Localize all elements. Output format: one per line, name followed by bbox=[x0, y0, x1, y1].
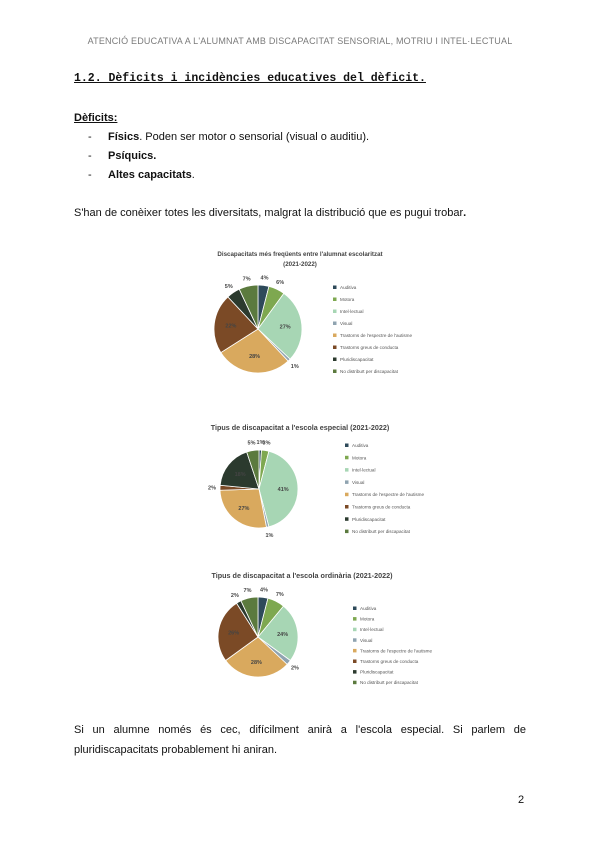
legend-swatch bbox=[345, 468, 349, 472]
slice-label: 1% bbox=[290, 363, 299, 370]
slice-label: 41% bbox=[277, 487, 289, 493]
paragraph-text: S'han de conèixer totes les diversitats, malgrat la distribució que es pugui trobar bbox=[74, 207, 464, 219]
slice-label: 5% bbox=[224, 283, 233, 290]
legend-swatch bbox=[333, 370, 337, 374]
legend-swatch bbox=[345, 480, 349, 484]
pie-chart-frequent bbox=[190, 246, 430, 388]
list-item bbox=[88, 166, 369, 185]
slice-label: 4% bbox=[260, 275, 269, 282]
list-bullet: - bbox=[88, 150, 92, 162]
pie-chart-svg bbox=[190, 246, 430, 388]
legend-swatch bbox=[353, 638, 357, 642]
slice-label: 2% bbox=[230, 592, 239, 599]
chart-title: Tipus de discapacitat a l'escola especial (2021-2022) bbox=[210, 423, 390, 432]
list-item-text: . bbox=[191, 169, 195, 181]
paragraph-bold-end: . bbox=[463, 207, 467, 219]
legend-label: Visual bbox=[340, 321, 353, 326]
pie-chart-special-school bbox=[180, 420, 450, 544]
slice-label: 5% bbox=[247, 440, 256, 447]
legend-label: Intel·lectual bbox=[360, 627, 384, 633]
legend-label: Auditiva bbox=[340, 285, 357, 290]
pie-chart-svg bbox=[180, 420, 450, 544]
legend-label: Intel·lectual bbox=[352, 467, 376, 473]
legend-swatch bbox=[333, 346, 337, 350]
legend-label: Pluridiscapacitat bbox=[352, 516, 386, 522]
legend-swatch bbox=[353, 660, 357, 664]
list-item-bold: Altes capacitats bbox=[108, 169, 192, 181]
legend-swatch bbox=[333, 334, 337, 338]
chart-title: Discapacitats més freqüents entre l'alumnat escolaritzat bbox=[217, 251, 383, 258]
legend-label: Auditiva bbox=[352, 443, 369, 448]
list-bullet: - bbox=[88, 169, 92, 181]
legend-swatch bbox=[353, 670, 357, 674]
legend-swatch bbox=[345, 456, 349, 460]
legend-label: No distribuït per discapacitat bbox=[340, 369, 398, 374]
legend-label: Motora bbox=[340, 297, 355, 302]
legend-label: Pluridiscapacitat bbox=[340, 357, 374, 362]
legend-label: No distribuït per discapacitat bbox=[360, 680, 418, 686]
slice-label: 3% bbox=[262, 440, 271, 447]
deficits-list bbox=[88, 128, 369, 185]
legend-swatch bbox=[353, 617, 357, 621]
legend-label: Trastorns de l'espectre de l'autisme bbox=[360, 648, 433, 654]
slice-label: 2% bbox=[291, 665, 299, 672]
legend-swatch bbox=[345, 444, 349, 448]
legend-label: Trastorns greus de conducta bbox=[352, 504, 411, 510]
legend-swatch bbox=[333, 310, 337, 314]
legend-swatch bbox=[353, 628, 357, 632]
legend-swatch bbox=[333, 322, 337, 326]
slice-label: 7% bbox=[275, 592, 284, 599]
slice-label: 27% bbox=[238, 505, 250, 512]
section-title: 1.2. Dèficits i incidències educatives del dèficit. bbox=[74, 72, 426, 85]
chart-subtitle: (2021-2022) bbox=[283, 261, 317, 268]
legend-label: Visual bbox=[360, 637, 373, 643]
legend-swatch bbox=[345, 530, 349, 534]
slice-label: 22% bbox=[225, 323, 237, 330]
running-header: ATENCIÓ EDUCATIVA A L'ALUMNAT AMB DISCAPACITAT SENSORIAL, MOTRIU I INTEL·LECTUAL bbox=[87, 36, 513, 46]
list-item bbox=[88, 147, 369, 166]
slice-label: 7% bbox=[242, 276, 251, 283]
paragraph-conclusion: Si un alumne només és cec, difícilment anirà a l'escola especial. Si parlem de pluridiscapacitats probablement hi aniran. bbox=[74, 724, 526, 756]
legend-label: Trastorns greus de conducta bbox=[360, 659, 419, 664]
legend-swatch bbox=[345, 493, 349, 497]
legend-label: Motora bbox=[360, 616, 375, 622]
slice-label: 4% bbox=[260, 587, 268, 594]
legend-label: Pluridiscapacitat bbox=[360, 669, 394, 675]
legend-swatch bbox=[345, 505, 349, 509]
list-bullet: - bbox=[88, 131, 92, 143]
legend-label: Motora bbox=[352, 455, 367, 461]
slice-label: 2% bbox=[208, 485, 216, 492]
slice-label: 1% bbox=[256, 440, 265, 447]
slice-label: 24% bbox=[277, 631, 289, 638]
legend-label: Auditiva bbox=[360, 606, 377, 611]
legend-label: Visual bbox=[352, 479, 365, 485]
legend-swatch bbox=[353, 607, 357, 611]
page-number: 2 bbox=[518, 794, 525, 806]
legend-swatch bbox=[353, 649, 357, 653]
slice-label: 1% bbox=[265, 532, 274, 539]
pie-chart-ordinary-school bbox=[186, 568, 446, 686]
legend-label: No distribuït per discapacitat bbox=[352, 529, 410, 535]
list-item bbox=[88, 128, 369, 147]
slice-label: 28% bbox=[249, 354, 261, 361]
deficits-heading: Dèficits: bbox=[74, 112, 118, 124]
legend-label: Intel·lectual bbox=[340, 309, 364, 314]
slice-label: 28% bbox=[250, 659, 262, 666]
legend-swatch bbox=[353, 681, 357, 685]
slice-label: 27% bbox=[279, 324, 291, 331]
pie-chart-svg bbox=[186, 568, 446, 686]
slice-label: 7% bbox=[243, 588, 252, 595]
legend-swatch bbox=[345, 517, 349, 521]
legend-label: Trastorns greus de conducta bbox=[340, 345, 399, 350]
legend-swatch bbox=[333, 298, 337, 302]
legend-swatch bbox=[333, 358, 337, 362]
legend-label: Trastorns de l'espectre de l'autisme bbox=[340, 333, 413, 338]
chart-title: Tipus de discapacitat a l'escola ordinària (2021-2022) bbox=[211, 571, 393, 580]
list-item-bold: Psíquics. bbox=[108, 150, 157, 162]
list-item-text: . Poden ser motor o sensorial (visual o auditiu). bbox=[139, 131, 370, 143]
slice-label: 26% bbox=[228, 630, 240, 637]
slice-label: 18% bbox=[234, 471, 246, 478]
legend-swatch bbox=[333, 286, 337, 290]
legend-label: Trastorns de l'espectre de l'autisme bbox=[352, 492, 425, 498]
paragraph-diversity bbox=[74, 207, 466, 219]
slice-label: 6% bbox=[276, 279, 285, 286]
list-item-bold: Físics bbox=[108, 131, 140, 143]
